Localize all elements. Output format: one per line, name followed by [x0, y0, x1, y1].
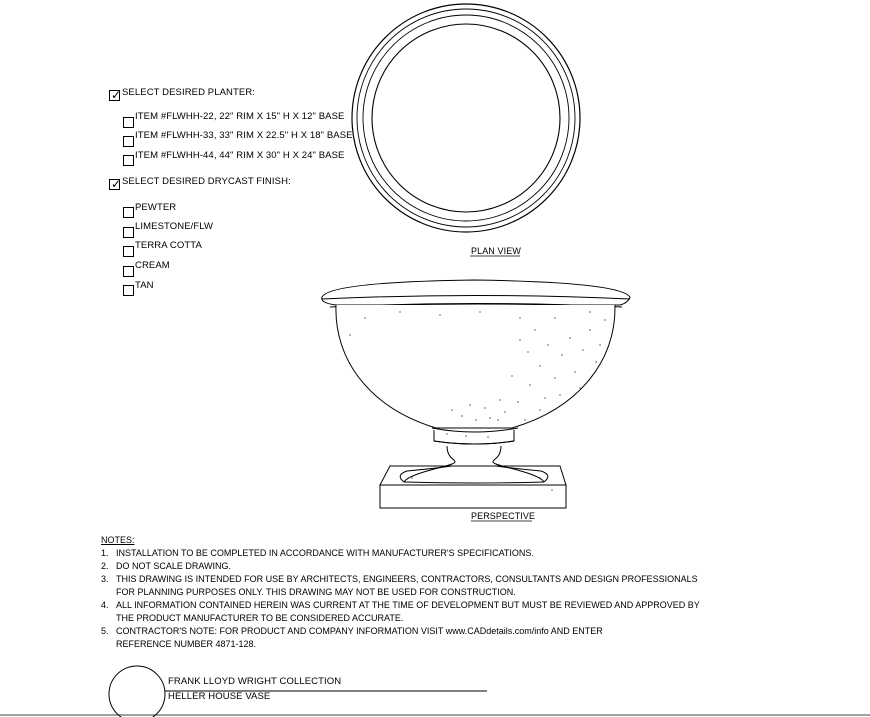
planter-option-label: ITEM #FLWHH-44, 44" RIM X 30" H X 24" BASE	[135, 150, 345, 161]
finish-heading: SELECT DESIRED DRYCAST FINISH:	[122, 176, 291, 187]
planter-option-label: ITEM #FLWHH-22, 22" RIM X 15" H X 12" BASE	[135, 111, 345, 122]
product-title: HELLER HOUSE VASE	[168, 691, 271, 702]
notes-title: NOTES:	[101, 535, 135, 545]
title-block-graphic	[0, 666, 870, 717]
note-number: 1.	[101, 548, 109, 558]
note-text: CONTRACTOR'S NOTE: FOR PRODUCT AND COMPANY INFORMATION VISIT www.CADdetails.com/info AND ENTER	[116, 626, 603, 636]
check-icon: ✓	[111, 177, 122, 191]
finish-option-label: PEWTER	[135, 202, 177, 213]
plan-view-drawing	[352, 4, 580, 232]
note-text: THE PRODUCT MANUFACTURER TO BE CONSIDERED ACCURATE.	[116, 613, 404, 623]
note-text: DO NOT SCALE DRAWING.	[116, 561, 232, 571]
finish-option-label: CREAM	[135, 260, 170, 271]
note-text: THIS DRAWING IS INTENDED FOR USE BY ARCHITECTS, ENGINEERS, CONTRACTORS, CONSULTANTS AND DESIGN PROFESSIONALS	[116, 574, 698, 584]
note-text: FOR PLANNING PURPOSES ONLY. THIS DRAWING MAY NOT BE USED FOR CONSTRUCTION.	[116, 587, 516, 597]
note-text: REFERENCE NUMBER 4871-128.	[116, 639, 257, 649]
note-number: 4.	[101, 600, 109, 610]
check-icon: ✓	[111, 88, 122, 102]
finish-option-label: TAN	[135, 280, 154, 291]
planter-option-label: ITEM #FLWHH-33, 33" RIM X 22.5" H X 18" BASE	[135, 130, 353, 141]
collection-title: FRANK LLOYD WRIGHT COLLECTION	[168, 676, 342, 687]
plan-view-label: PLAN VIEW	[471, 246, 521, 256]
note-number: 3.	[101, 574, 109, 584]
finish-option-label: LIMESTONE/FLW	[135, 221, 214, 232]
note-number: 2.	[101, 561, 109, 571]
finish-option-label: TERRA COTTA	[135, 240, 202, 251]
note-number: 5.	[101, 626, 109, 636]
planter-heading: SELECT DESIRED PLANTER:	[122, 87, 256, 98]
note-text: INSTALLATION TO BE COMPLETED IN ACCORDANCE WITH MANUFACTURER'S SPECIFICATIONS.	[116, 548, 534, 558]
note-text: ALL INFORMATION CONTAINED HEREIN WAS CURRENT AT THE TIME OF DEVELOPMENT BUT MUST BE REVIEWED AND APPROVED BY	[116, 600, 700, 610]
perspective-label: PERSPECTIVE	[471, 511, 536, 521]
perspective-drawing	[322, 280, 630, 508]
